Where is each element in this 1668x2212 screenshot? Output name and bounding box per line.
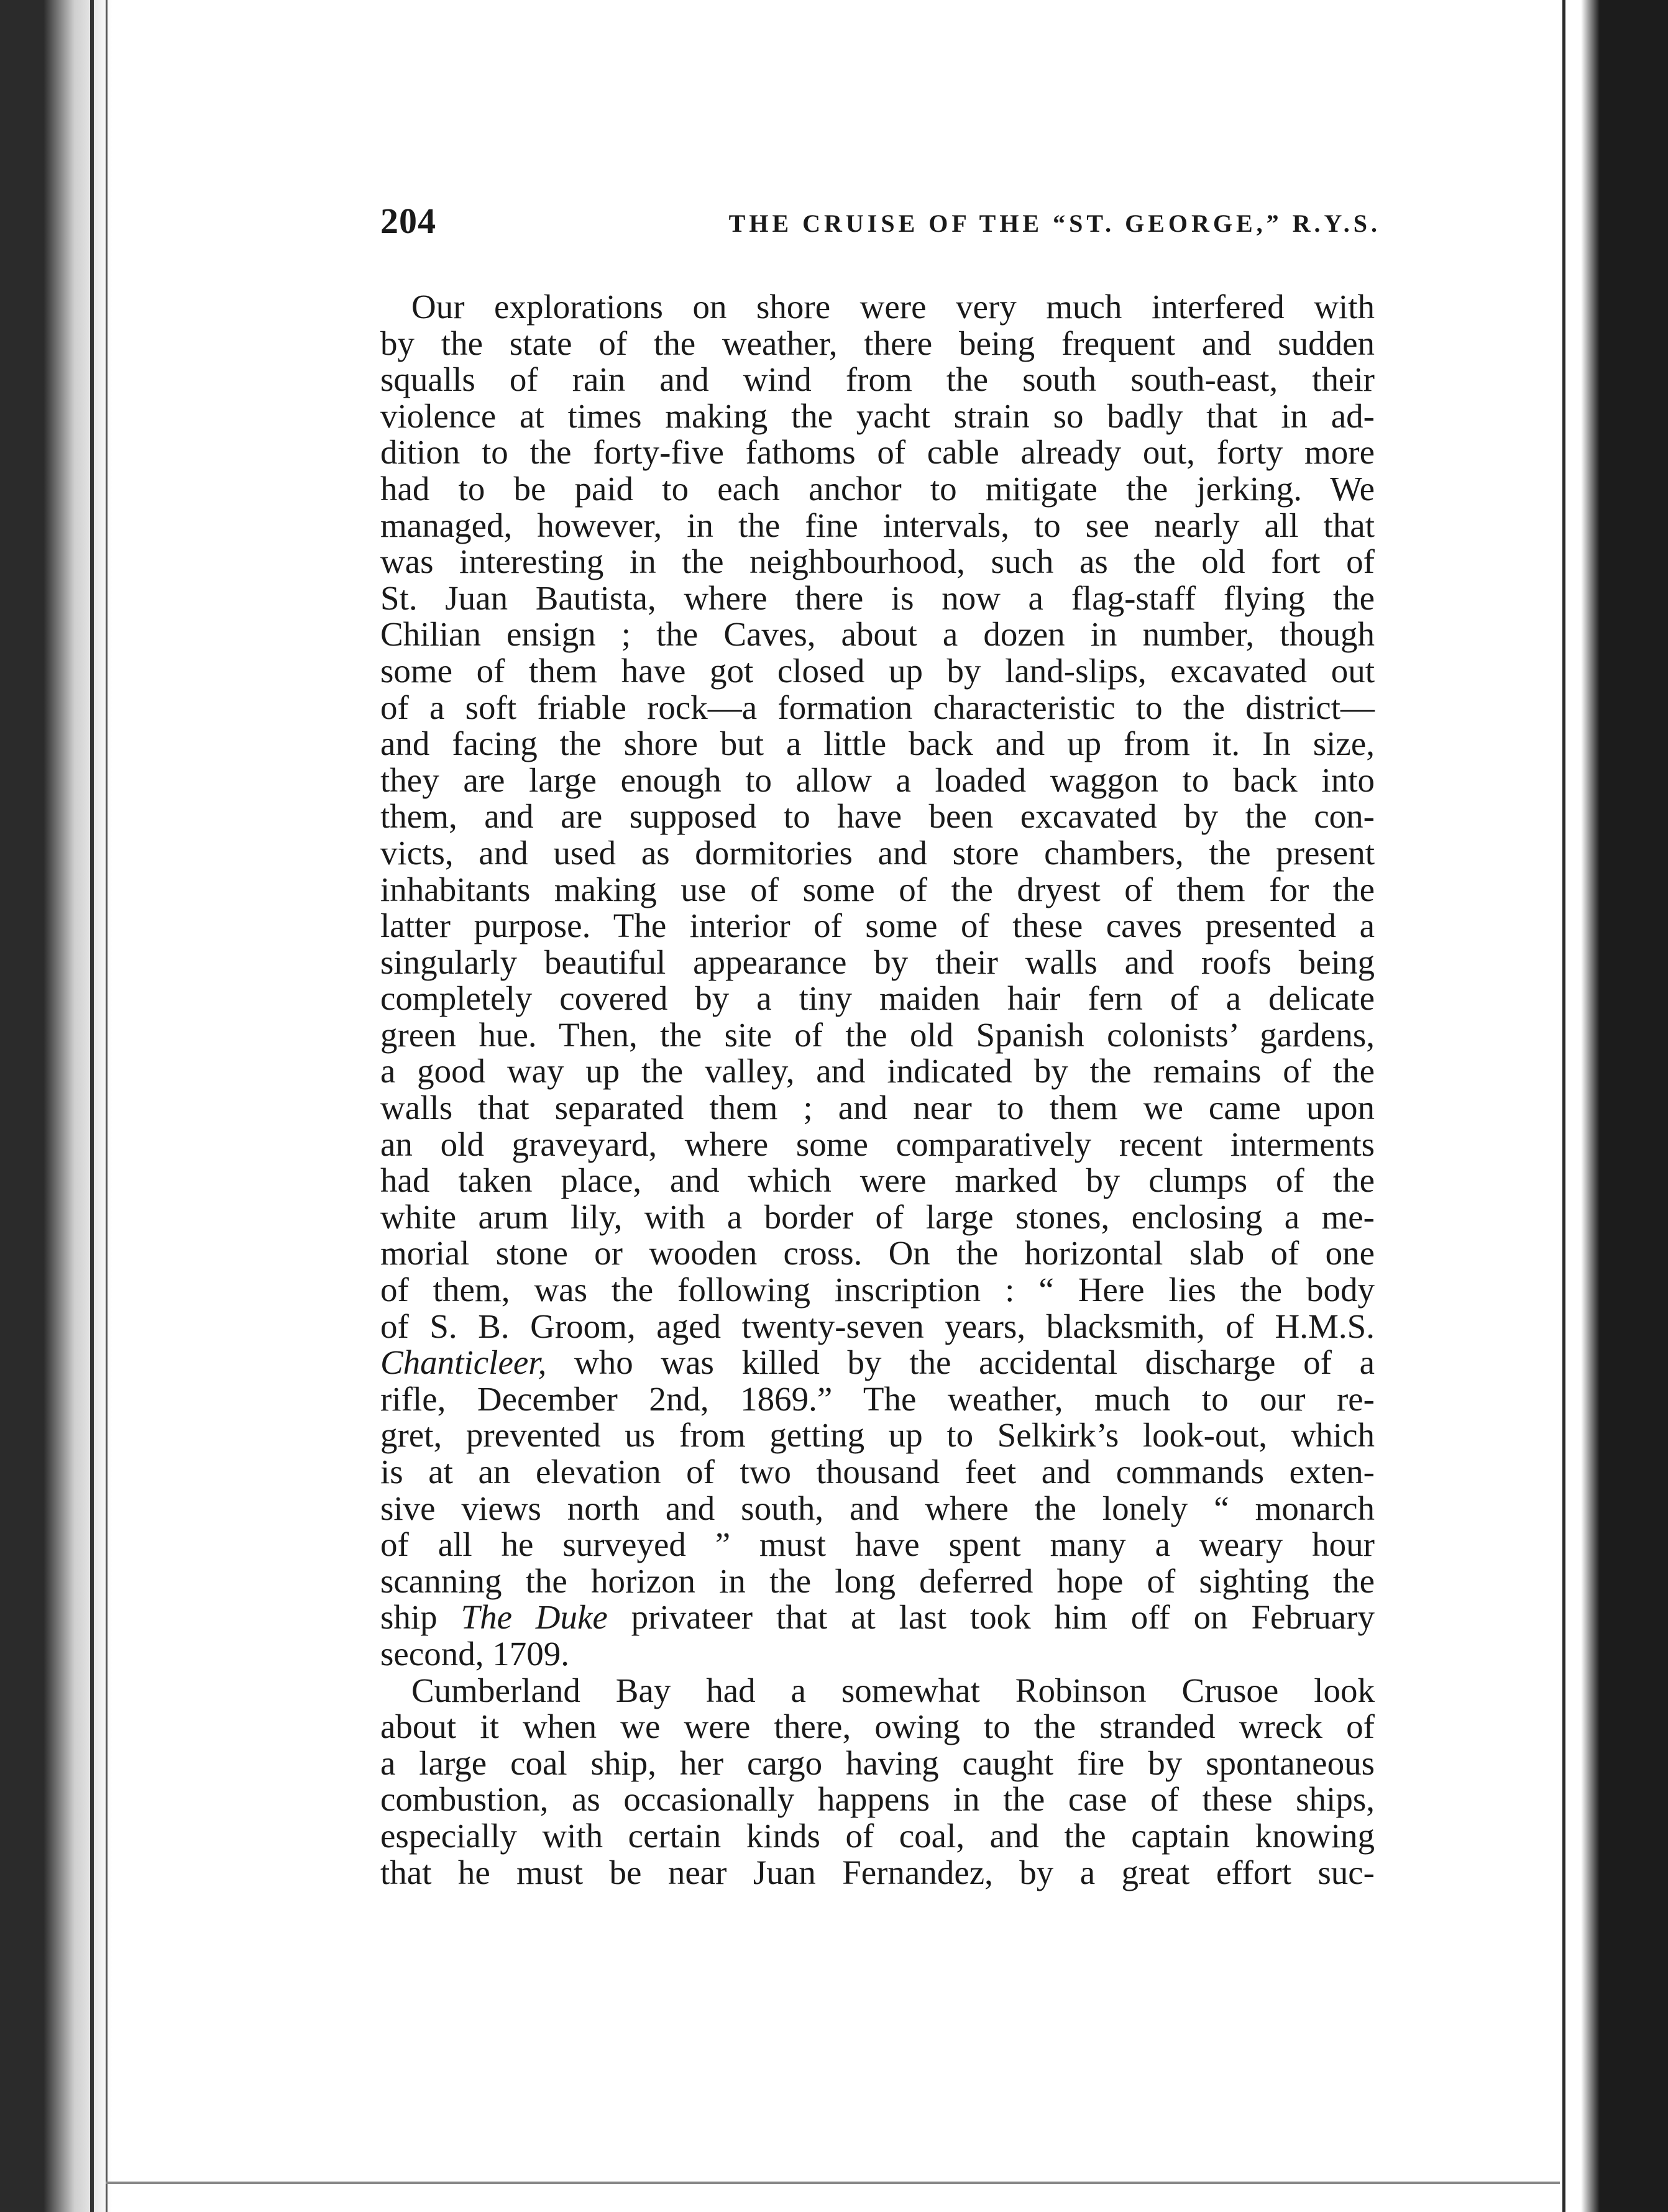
text-line: sive views north and south, and where the lonely “ monarch	[380, 1489, 1375, 1527]
scan-edge-line	[90, 0, 94, 2212]
text-line: scanning the horizon in the long deferred hope of sighting the	[380, 1561, 1375, 1600]
text-line	[380, 1345, 1375, 1381]
text-line: inhabitants making use of some of the dryest of them for the	[380, 870, 1375, 908]
text-line: Chilian ensign ; the Caves, about a dozen in number, though	[380, 615, 1375, 654]
text-line: combustion, as occasionally happens in the case of these ships,	[380, 1780, 1375, 1819]
text-line: second, 1709.	[380, 1634, 569, 1673]
running-head: THE CRUISE OF THE “ST. GEORGE,” R.Y.S.	[728, 209, 1381, 237]
page-header	[380, 200, 1381, 250]
text-line: of all he surveyed ” must have spent many a weary hour	[380, 1525, 1375, 1564]
text-line	[380, 1599, 1375, 1636]
text-line: that he must be near Juan Fernandez, by a great effort suc-	[380, 1853, 1375, 1891]
ship-name-italic: Chanticleer,	[380, 1343, 547, 1382]
text-line: a good way up the valley, and indicated by the remains of the	[380, 1052, 1375, 1090]
scan-edge-right	[1544, 0, 1668, 2212]
text-line: squalls of rain and wind from the south south-east, their	[380, 360, 1375, 399]
text-line: dition to the forty-five fathoms of cable already out, forty more	[380, 433, 1375, 472]
text-line: white arum lily, with a border of large stones, enclosing a me-	[380, 1197, 1375, 1236]
text-line: about it when we were there, owing to the stranded wreck of	[380, 1707, 1375, 1746]
text-line: Our explorations on shore were very much interfered with	[411, 288, 1375, 326]
text-span: who was killed by the accidental discharge of a	[546, 1343, 1375, 1382]
text-line: walls that separated them ; and near to them we came upon	[380, 1089, 1375, 1127]
scan-edge-bottom	[106, 2182, 1560, 2184]
page-number: 204	[380, 201, 436, 241]
text-line: rifle, December 2nd, 1869.” The weather, much to our re-	[380, 1379, 1375, 1418]
text-line: St. Juan Bautista, where there is now a flag-staff flying the	[380, 578, 1375, 617]
ship-name-italic: The Duke	[461, 1598, 608, 1637]
text-line: of S. B. Groom, aged twenty-seven years, blacksmith, of H.M.S.	[380, 1307, 1375, 1345]
text-line: gret, prevented us from getting up to Selkirk’s look-out, which	[380, 1416, 1375, 1455]
body-text	[380, 289, 1375, 1891]
text-line: them, and are supposed to have been excavated by the con-	[380, 797, 1375, 836]
text-line: is at an elevation of two thousand feet and commands exten-	[380, 1453, 1375, 1491]
text-line: victs, and used as dormitories and store chambers, the present	[380, 833, 1375, 872]
text-line: morial stone or wooden cross. On the horizontal slab of one	[380, 1234, 1375, 1273]
text-line: violence at times making the yacht strain so badly that in ad-	[380, 396, 1375, 435]
scan-edge-line	[106, 0, 108, 2212]
scan-edge-line	[1562, 0, 1565, 2212]
text-line: was interesting in the neighbourhood, such as the old fort of	[380, 542, 1375, 581]
text-line: had to be paid to each anchor to mitigate the jerking. We	[380, 469, 1375, 508]
text-line: latter purpose. The interior of some of these caves presented a	[380, 907, 1375, 945]
text-line: managed, however, in the fine intervals, to see nearly all that	[380, 506, 1375, 544]
text-line: especially with certain kinds of coal, and the captain knowing	[380, 1816, 1375, 1855]
text-line: of a soft friable rock—a formation characteristic to the district—	[380, 688, 1375, 726]
text-line: by the state of the weather, there being frequent and sudden	[380, 324, 1375, 362]
text-line: they are large enough to allow a loaded waggon to back into	[380, 761, 1375, 799]
text-span: ship	[380, 1598, 461, 1637]
text-line: singularly beautiful appearance by their walls and roofs being	[380, 943, 1375, 981]
text-span: privateer that at last took him off on February	[607, 1598, 1375, 1637]
scan-edge-left	[0, 0, 112, 2212]
text-line: Cumberland Bay had a somewhat Robinson Crusoe look	[411, 1671, 1375, 1709]
text-line: had taken place, and which were marked by clumps of the	[380, 1161, 1375, 1200]
text-line: an old graveyard, where some comparatively recent interments	[380, 1125, 1375, 1163]
text-line: and facing the shore but a little back and up from it. In size,	[380, 724, 1375, 763]
text-line: some of them have got closed up by land-slips, excavated out	[380, 651, 1375, 690]
text-line: of them, was the following inscription : “ Here lies the body	[380, 1271, 1375, 1309]
text-line: completely covered by a tiny maiden hair fern of a delicate	[380, 979, 1375, 1018]
text-line: a large coal ship, her cargo having caught fire by spontaneous	[380, 1744, 1375, 1782]
text-line: green hue. Then, the site of the old Spanish colonists’ gardens,	[380, 1015, 1375, 1054]
